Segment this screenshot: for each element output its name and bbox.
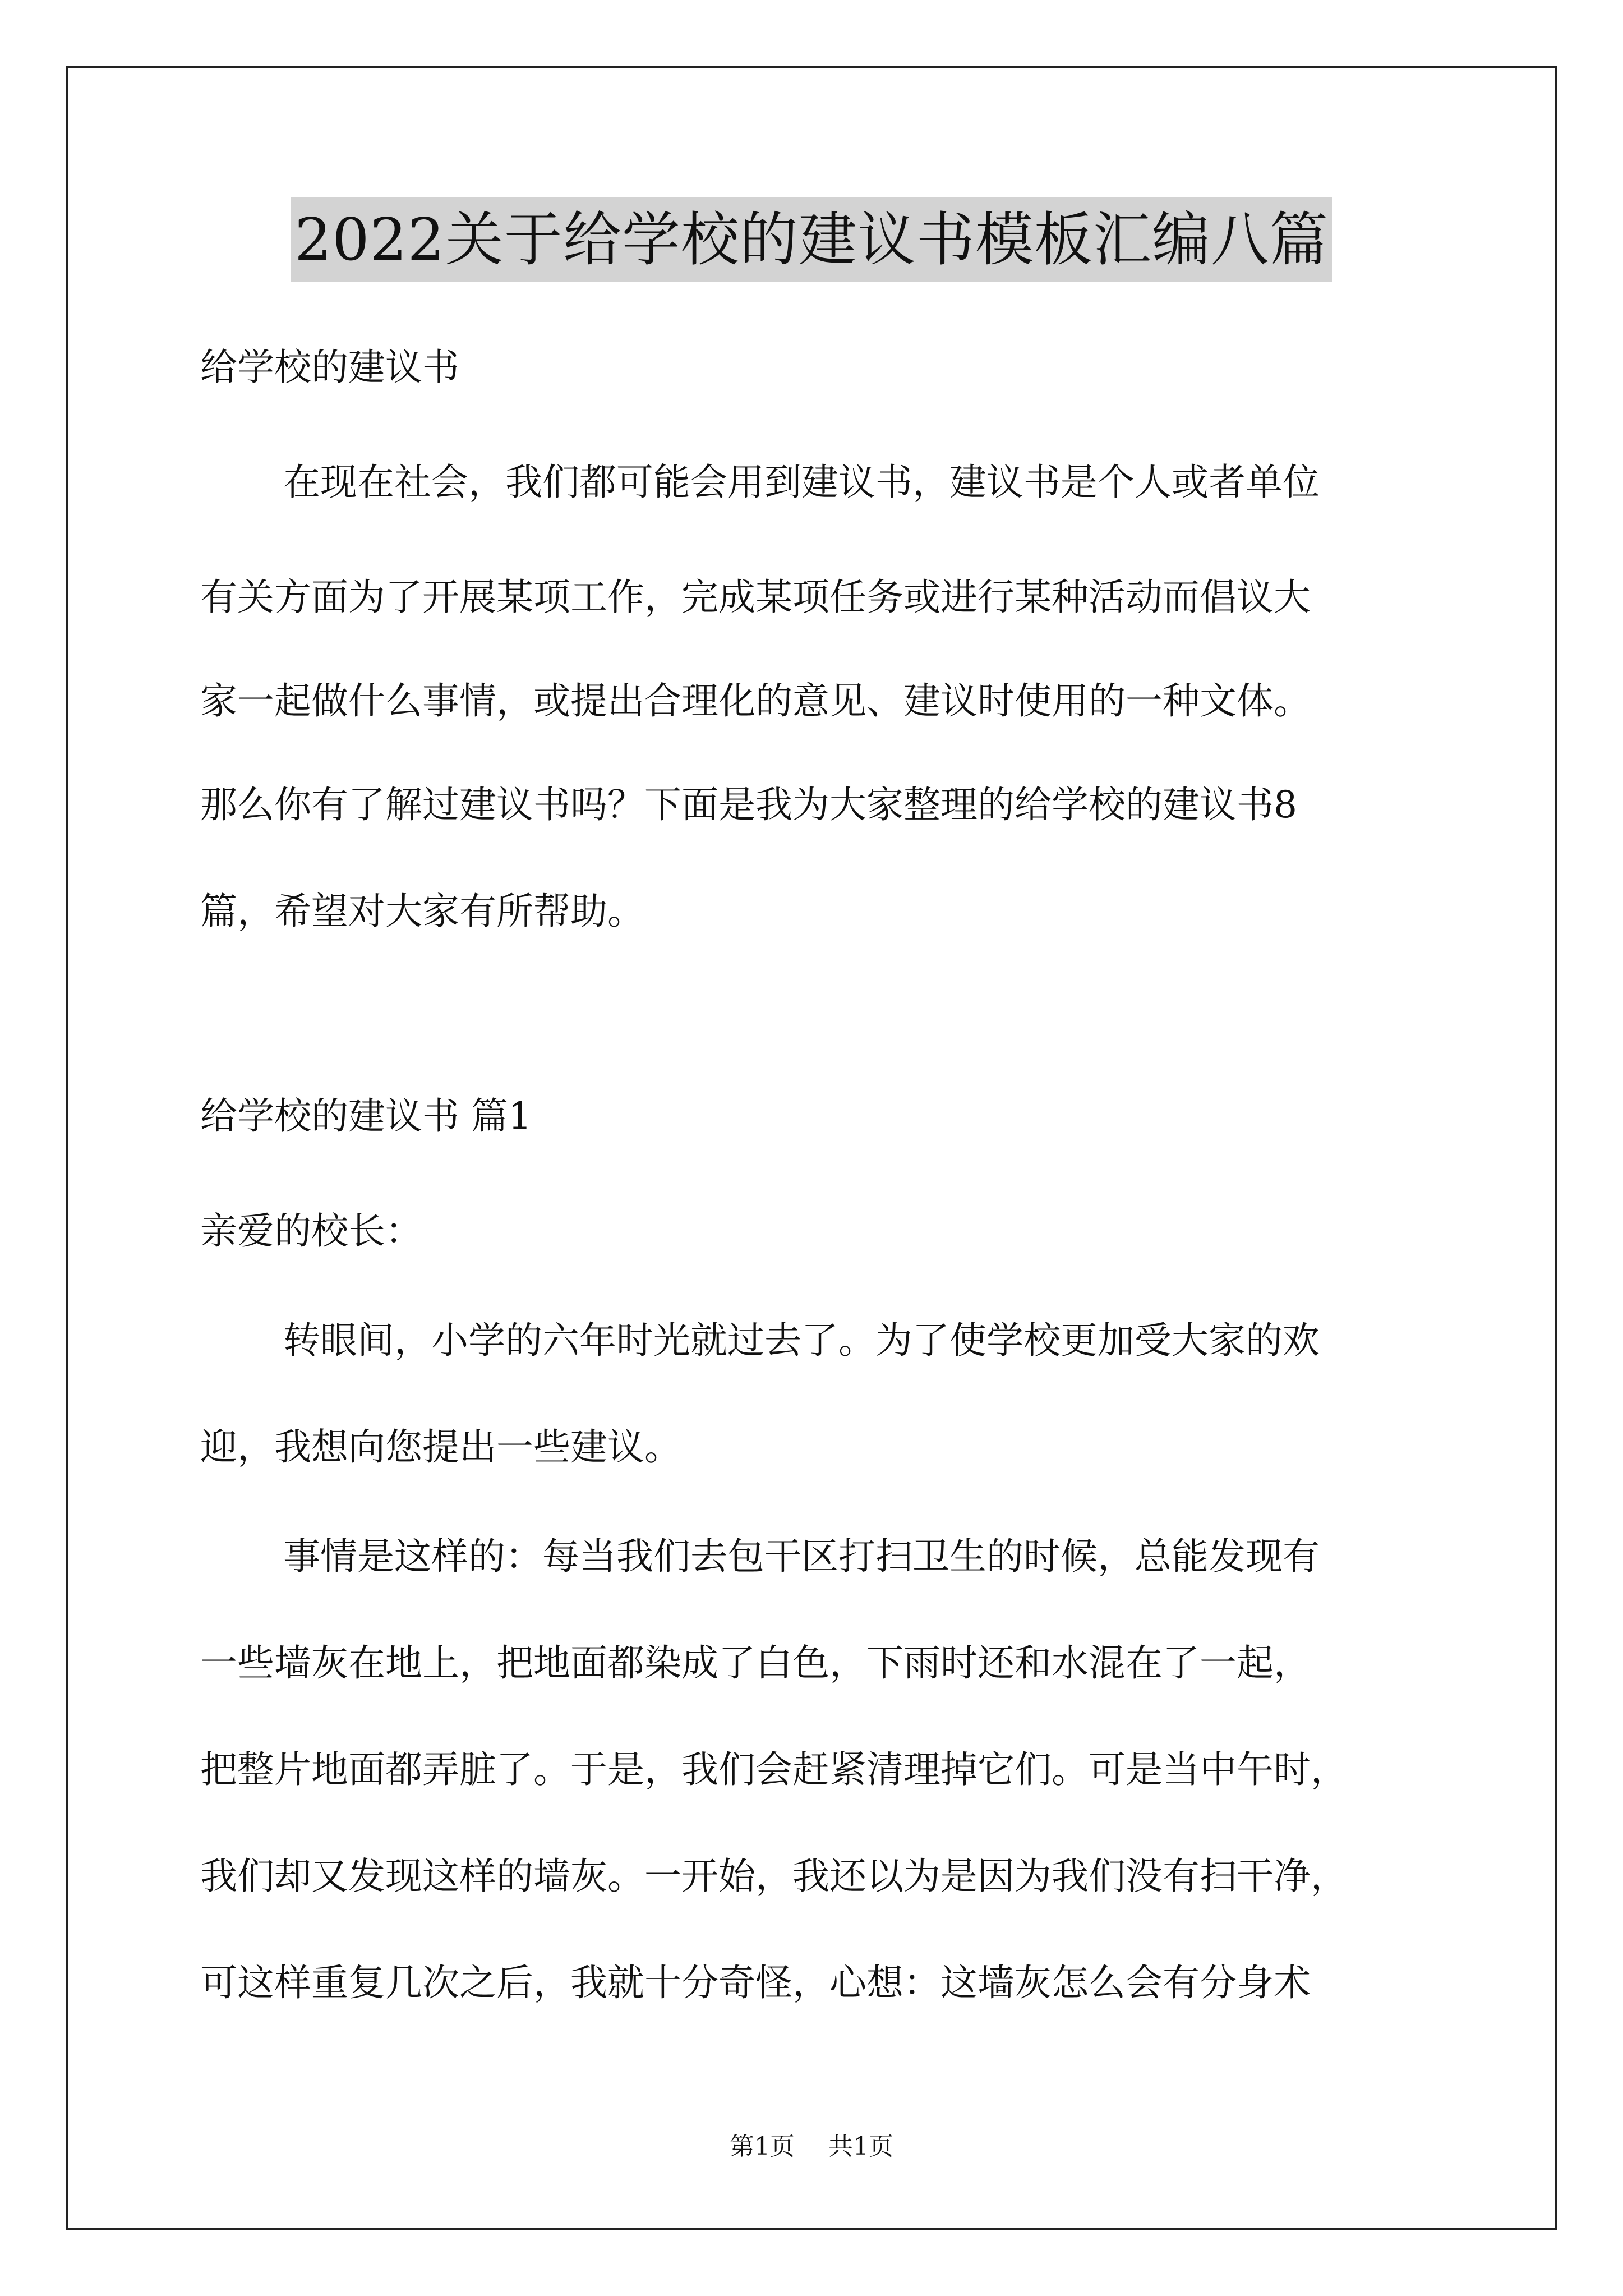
page-number: 第1页 — [730, 2132, 795, 2161]
paragraph-line: 我们却又发现这样的墙灰。一开始，我还以为是因为我们没有扫干净， — [200, 1855, 1348, 1898]
paragraph-line: 可这样重复几次之后，我就十分奇怪，心想：这墙灰怎么会有分身术 — [200, 1961, 1311, 2004]
paragraph-line: 有关方面为了开展某项工作，完成某项任务或进行某种活动而倡议大 — [200, 576, 1311, 619]
paragraph-line: 转眼间，小学的六年时光就过去了。为了使学校更加受大家的欢 — [283, 1319, 1320, 1362]
title-container — [0, 197, 1623, 282]
page-footer — [0, 2130, 1623, 2164]
paragraph-line: 篇，希望对大家有所帮助。 — [200, 890, 644, 933]
page-total: 共1页 — [828, 2132, 893, 2161]
paragraph-line: 迎，我想向您提出一些建议。 — [200, 1425, 681, 1469]
paragraph-line: 一些墙灰在地上，把地面都染成了白色，下雨时还和水混在了一起， — [200, 1641, 1311, 1685]
salutation: 亲爱的校长： — [200, 1209, 422, 1253]
section-heading: 给学校的建议书 — [200, 346, 459, 389]
document-title: 2022关于给学校的建议书模板汇编八篇 — [291, 197, 1332, 282]
paragraph-line: 在现在社会，我们都可能会用到建议书，建议书是个人或者单位 — [283, 461, 1320, 504]
paragraph-line: 那么你有了解过建议书吗？下面是我为大家整理的给学校的建议书8 — [200, 783, 1297, 826]
paragraph-line: 家一起做什么事情，或提出合理化的意见、建议时使用的一种文体。 — [200, 679, 1311, 723]
paragraph-line: 事情是这样的：每当我们去包干区打扫卫生的时候，总能发现有 — [283, 1535, 1320, 1578]
section-heading: 给学校的建议书 篇1 — [200, 1094, 532, 1138]
paragraph-line: 把整片地面都弄脏了。于是，我们会赶紧清理掉它们。可是当中午时， — [200, 1748, 1348, 1791]
